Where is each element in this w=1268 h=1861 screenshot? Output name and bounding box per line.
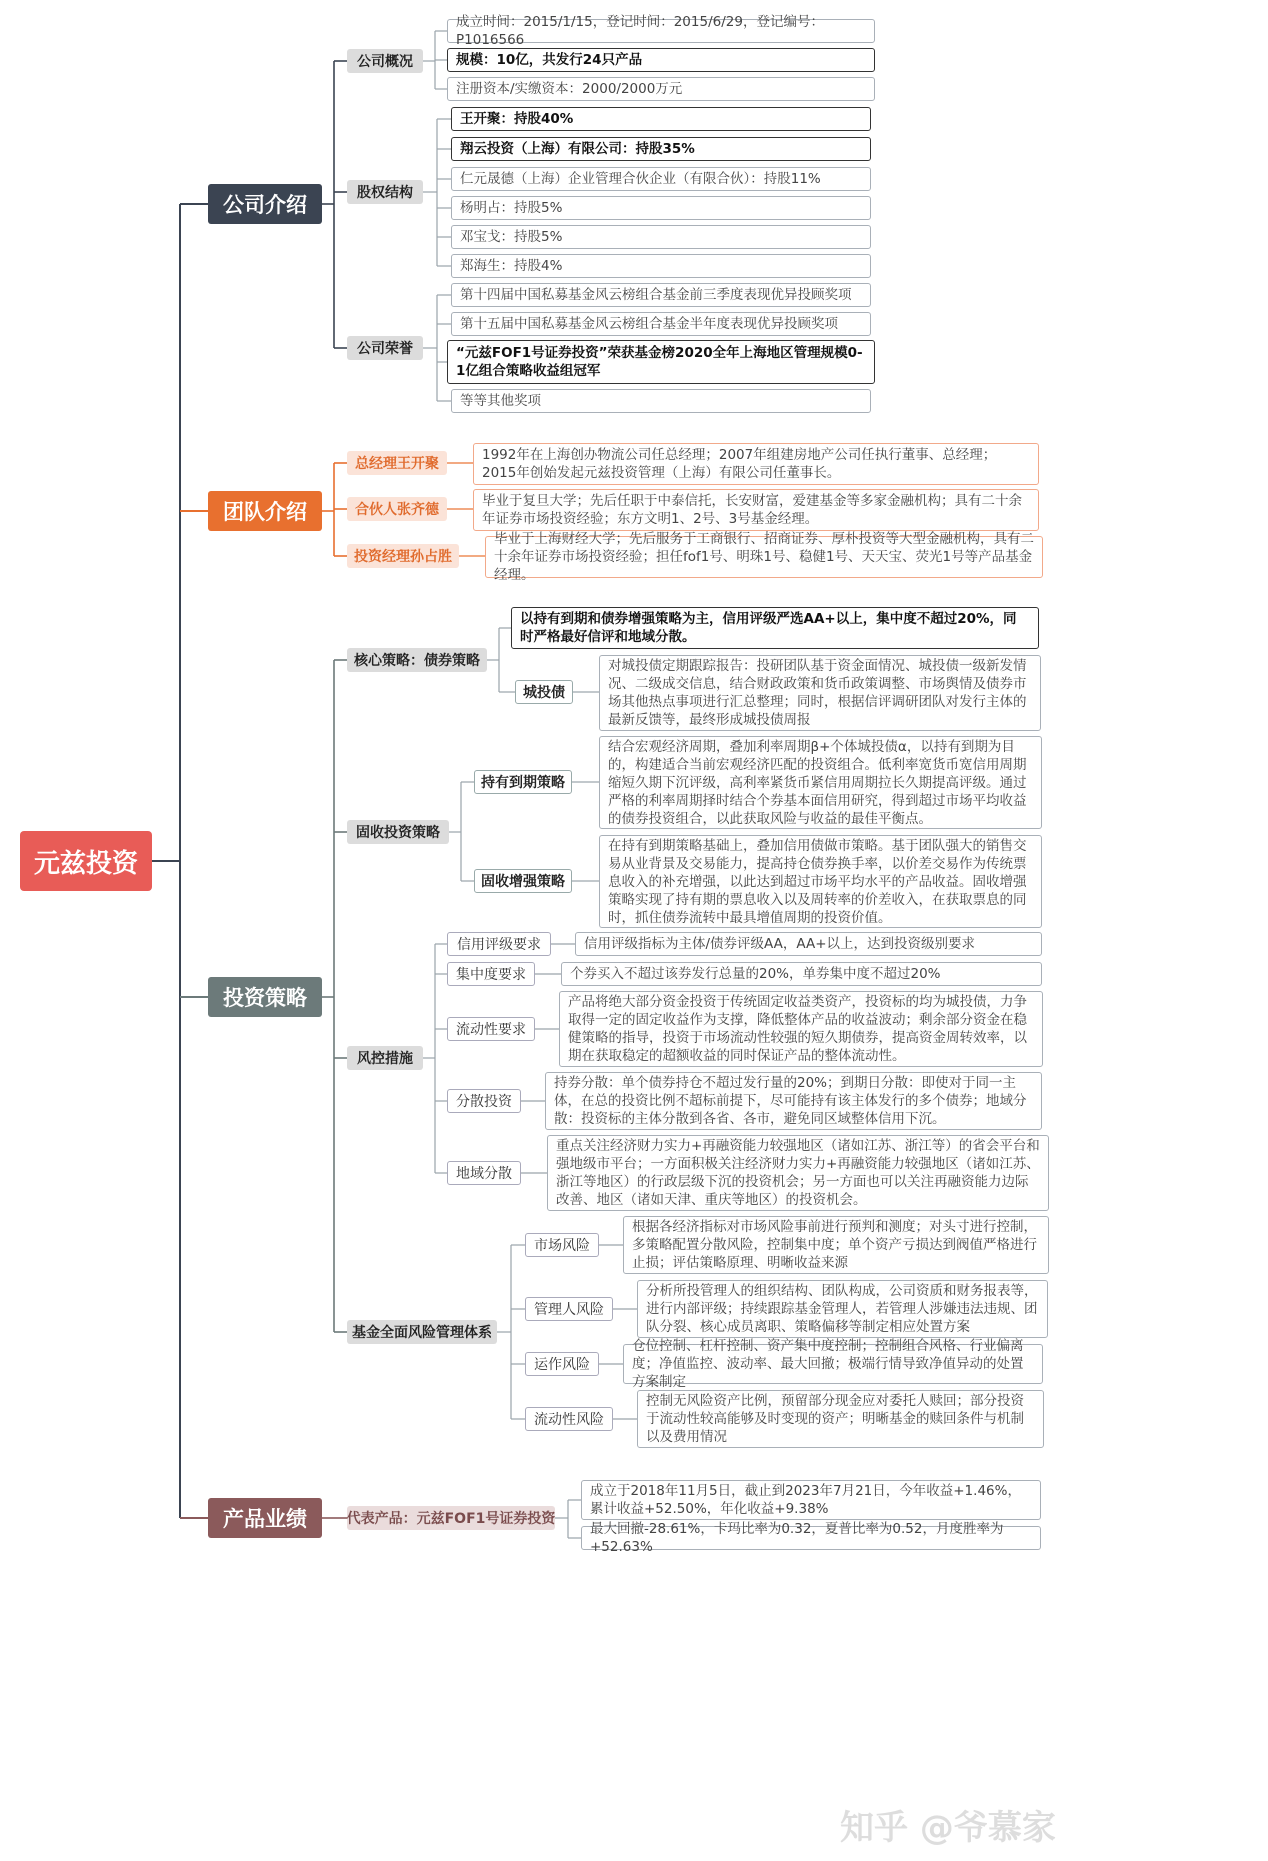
equity-structure-label[interactable]: 股权结构 — [347, 180, 423, 204]
team-member-label[interactable]: 合伙人张齐德 — [347, 497, 447, 521]
equity-item: 邓宝戈：持股5% — [451, 225, 871, 249]
watermark-text: 知乎 @爷慕家 — [840, 1808, 1056, 1848]
fund-risk-item-desc: 仓位控制、杠杆控制、资产集中度控制；控制组合风格、行业偏离度；净值监控、波动率、最大回撤；极端行情导致净值异动的处置方案制定 — [623, 1344, 1043, 1384]
fund-risk-item-label[interactable]: 流动性风险 — [525, 1407, 613, 1431]
company-intro-node[interactable]: 公司介绍 — [208, 184, 322, 224]
risk-control-label[interactable]: 风控措施 — [347, 1046, 423, 1070]
risk-item-desc: 产品将绝大部分资金投资于传统固定收益类资产，投资标的均为城投债，力争取得一定的固定收益作为支撑，降低整体产品的收益波动；剩余部分资金在稳健策略的指导，投资于市场流动性较强的短久期债券，提高资金周转效率，以期在获取稳定的超额收益的同时保证产品的整体流动性。 — [559, 991, 1043, 1067]
fund-risk-item-label[interactable]: 市场风险 — [525, 1233, 599, 1257]
hold-to-maturity-label[interactable]: 持有到期策略 — [474, 770, 572, 794]
risk-item-desc: 信用评级指标为主体/债券评级AA，AA+以上，达到投资级别要求 — [575, 932, 1042, 956]
risk-item-label[interactable]: 流动性要求 — [447, 1017, 535, 1041]
fund-risk-item-label[interactable]: 管理人风险 — [525, 1297, 613, 1321]
team-member-label[interactable]: 总经理王开聚 — [347, 451, 447, 475]
enhanced-income-label[interactable]: 固收增强策略 — [474, 869, 572, 893]
fund-risk-item-label[interactable]: 运作风险 — [525, 1352, 599, 1376]
equity-item: 杨明占：持股5% — [451, 196, 871, 220]
equity-item: 仁元晟德（上海）企业管理合伙企业（有限合伙）：持股11% — [451, 167, 871, 191]
team-member-desc: 毕业于复旦大学；先后任职于中泰信托，长安财富，爱建基金等多家金融机构；具有二十余年证券市场投资经验；东方文明1、2号、3号基金经理。 — [473, 489, 1039, 531]
equity-item: 王开聚：持股40% — [451, 107, 871, 131]
overview-item: 注册资本/实缴资本：2000/2000万元 — [447, 77, 875, 101]
honor-item: “元兹FOF1号证券投资”荣获基金榜2020全年上海地区管理规模0-1亿组合策略收益组冠军 — [447, 340, 875, 384]
performance-item: 成立于2018年11月5日，截止到2023年7月21日，今年收益+1.46%，累计收益+52.50%，年化收益+9.38% — [581, 1480, 1041, 1520]
team-member-desc: 1992年在上海创办物流公司任总经理；2007年组建房地产公司任执行董事、总经理；2015年创始发起元兹投资管理（上海）有限公司任董事长。 — [473, 443, 1039, 485]
risk-item-label[interactable]: 地域分散 — [447, 1161, 521, 1185]
risk-item-label[interactable]: 信用评级要求 — [447, 932, 551, 956]
risk-item-desc: 持券分散：单个债券持仓不超过发行量的20%；到期日分散：即使对于同一主体，在总的投资比例不超标前提下，尽可能持有该主体发行的多个债券；地域分散：投资标的主体分散到各省、各市，避免同区域整体信用下沉。 — [545, 1072, 1042, 1130]
company-honors-label[interactable]: 公司荣誉 — [347, 336, 423, 360]
representative-product-label[interactable]: 代表产品：元兹FOF1号证券投资 — [347, 1506, 555, 1530]
fund-risk-item-desc: 根据各经济指标对市场风险事前进行预判和测度；对头寸进行控制，多策略配置分散风险，控制集中度；单个资产亏损达到阀值严格进行止损；评估策略原理、明晰收益来源 — [623, 1216, 1049, 1274]
risk-item-label[interactable]: 集中度要求 — [447, 962, 535, 986]
fund-risk-system-label[interactable]: 基金全面风险管理体系 — [347, 1320, 497, 1344]
risk-item-desc: 个券买入不超过该券发行总量的20%，单券集中度不超过20% — [561, 962, 1042, 986]
city-bond-desc: 对城投债定期跟踪报告：投研团队基于资金面情况、城投债一级新发情况、二级成交信息，结合财政政策和货币政策调整、市场舆情及债券市场其他热点事项进行汇总整理；同时，根据信评调研团队对发行主体的最新反馈等，最终形成城投债周报 — [599, 655, 1041, 731]
performance-item: 最大回撤-28.61%，卡玛比率为0.32，夏普比率为0.52，月度胜率为+52.63% — [581, 1526, 1041, 1550]
fixed-income-strategy-label[interactable]: 固收投资策略 — [347, 820, 449, 844]
overview-item: 成立时间：2015/1/15，登记时间：2015/6/29，登记编号：P1016566 — [447, 19, 875, 43]
enhanced-income-desc: 在持有到期策略基础上，叠加信用债做市策略。基于团队强大的销售交易从业背景及交易能力，提高持仓债券换手率，以价差交易作为传统票息收入的补充增强，以此达到超过市场平均水平的产品收益。固收增强策略实现了持有期的票息收入以及周转率的价差收入，在获取票息的同时，抓住债券流转中最具增值周期的投资价值。 — [599, 835, 1042, 928]
honor-item: 等等其他奖项 — [451, 389, 871, 413]
fund-risk-item-desc: 分析所投管理人的组织结构、团队构成，公司资质和财务报表等，进行内部评级；持续跟踪基金管理人，若管理人涉嫌违法违规、团队分裂、核心成员离职、策略偏移等制定相应处置方案 — [637, 1280, 1048, 1338]
investment-strategy-node[interactable]: 投资策略 — [208, 977, 322, 1017]
performance-node[interactable]: 产品业绩 — [208, 1498, 322, 1538]
core-strategy-main: 以持有到期和债券增强策略为主，信用评级严选AA+以上，集中度不超过20%，同时严格最好信评和地域分散。 — [511, 607, 1039, 649]
team-member-label[interactable]: 投资经理孙占胜 — [347, 544, 459, 568]
honor-item: 第十四届中国私募基金风云榜组合基金前三季度表现优异投顾奖项 — [451, 283, 871, 307]
equity-item: 郑海生：持股4% — [451, 254, 871, 278]
fund-risk-item-desc: 控制无风险资产比例，预留部分现金应对委托人赎回；部分投资于流动性较高能够及时变现的资产；明晰基金的赎回条件与机制以及费用情况 — [637, 1390, 1044, 1448]
honor-item: 第十五届中国私募基金风云榜组合基金半年度表现优异投顾奖项 — [451, 312, 871, 336]
risk-item-desc: 重点关注经济财力实力+再融资能力较强地区（诸如江苏、浙江等）的省会平台和强地级市平台；一方面积极关注经济财力实力+再融资能力较强地区（诸如江苏、浙江等地区）的行政层级下沉的投资机会；另一方面也可以关注再融资能力边际改善、地区（诸如天津、重庆等地区）的投资机会。 — [547, 1135, 1049, 1211]
risk-item-label[interactable]: 分散投资 — [447, 1089, 521, 1113]
equity-item: 翔云投资（上海）有限公司：持股35% — [451, 137, 871, 161]
core-strategy-label[interactable]: 核心策略：债券策略 — [347, 648, 487, 672]
city-bond-label[interactable]: 城投债 — [515, 680, 573, 704]
team-intro-node[interactable]: 团队介绍 — [208, 491, 322, 531]
overview-item: 规模：10亿，共发行24只产品 — [447, 48, 875, 72]
root-node[interactable]: 元兹投资 — [20, 831, 152, 891]
team-member-desc: 毕业于上海财经大学；先后服务于工商银行、招商证券、厚朴投资等大型金融机构，具有二十余年证券市场投资经验；担任fof1号、明珠1号、稳健1号、天天宝、荧光1号等产品基金经理。 — [485, 536, 1043, 578]
company-overview-label[interactable]: 公司概况 — [347, 49, 423, 73]
hold-to-maturity-desc: 结合宏观经济周期，叠加利率周期β+个体城投债α，以持有到期为目的，构建适合当前宏观经济匹配的投资组合。低利率宽货币宽信用周期缩短久期下沉评级，高利率紧货币紧信用周期拉长久期提高评级。通过严格的利率周期择时结合个券基本面信用研究，得到超过市场平均收益的债券投资组合，以此获取风险与收益的最佳平衡点。 — [599, 736, 1042, 829]
